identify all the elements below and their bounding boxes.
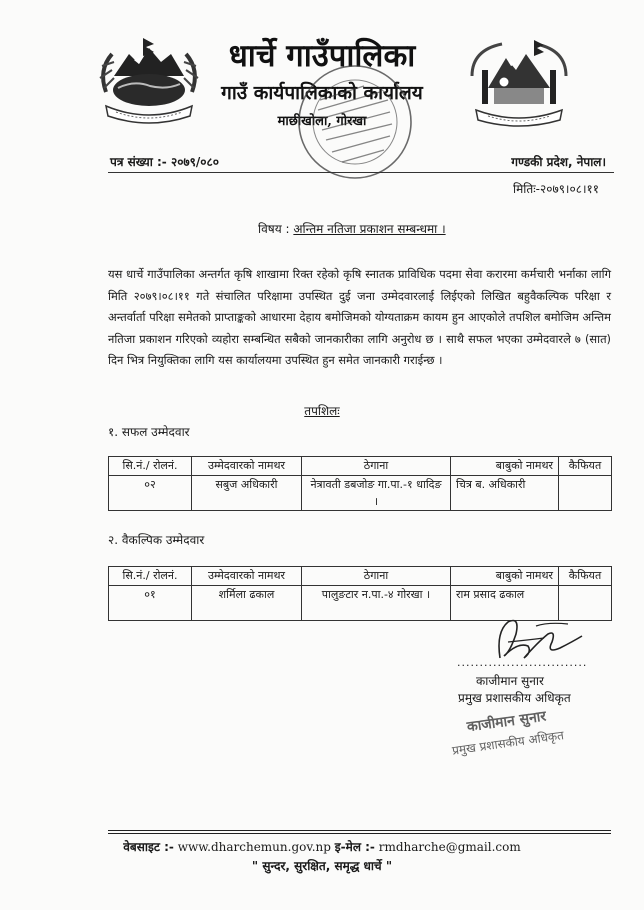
email-label: इ-मेल :- [334,840,375,854]
cell-address: नेत्रावती डबजोङ गा.पा.-१ धादिङ । [302,476,451,511]
letter-number: पत्र संख्या :- २०७९/०८० [110,155,220,169]
footer-contact [0,838,644,855]
cell-name: शर्मिला ढकाल [192,586,302,621]
cell-roll: ०१ [109,586,192,621]
col-name-header: उम्मेदवारको नामथर [192,457,302,476]
col-father-header: बाबुको नामथर [451,567,559,586]
signatory-title: प्रमुख प्रशासकीय अधिकृत [458,691,571,705]
subject-line [258,220,446,237]
cell-roll: ०२ [109,476,192,511]
col-father-header: बाबुको नामथर [451,457,559,476]
office-name: धार्चे गाउँपालिका [228,38,416,74]
office-subtitle: गाउँ कार्यपालिकाको कार्यालय [221,82,423,104]
office-round-stamp [292,60,418,180]
col-name-header: उम्मेदवारको नामथर [192,567,302,586]
col-roll-header: सि.नं./ रोलनं. [109,457,192,476]
col-address-header: ठेगाना [302,457,451,476]
footer-divider-thin [108,833,611,834]
cell-father: राम प्रसाद ढकाल [451,586,559,621]
cell-address: पालुङटार न.पा.-४ गोरखा । [302,586,451,621]
signatory-name: काजीमान सुनार [476,674,544,688]
footer-slogan: " सुन्दर, सुरक्षित, समृद्ध धार्चे " [251,859,393,873]
subject-text: अन्तिम नतिजा प्रकाशन सम्बन्धमा । [293,222,446,236]
office-location: माछीखोला, गोरखा [277,114,367,129]
successful-candidate-table [108,456,612,511]
seal-name: काजीमान सुनार [466,708,548,736]
body-paragraph: यस धार्चे गाउँपालिका अन्तर्गत कृषि शाखामा रिक्त रहेको कृषि स्नातक प्राविधिक पदमा सेवा करारमा कर्मचारी भर्नाका लागि मिति २०७९।०८।११ गते संचालित परिक्षामा उपस्थित दुई जना उम्मेदवारलाई लिईएको लिखित बहुवैकल्पिक परिक्षा र अन्तर्वार्ता परिक्षा समेतको प्राप्ताङ्कको आधारमा देहाय बमोजिमको योग्यताक्रम कायम हुन आएकोले तपशिल बमोजिम अन्तिम नतिजा प्रकाशन गरिएको व्यहोरा सम्बन्धित सबैको जानकारीका लागि अनुरोध छ । साथै सफल भएका उम्मेदवारले ७ (सात) दिन भित्र नियुक्तिका लागि यस कार्यालयमा उपस्थित हुन समेत जानकारी गराईन्छ । [108,267,611,367]
col-remark-header: कैफियत [559,567,612,586]
section-heading-alternate: २. वैकल्पिक उम्मेदवार [108,533,205,547]
subject-label: विषय : [258,222,290,236]
letter-date: मितिः-२०७९।०८।११ [512,182,599,196]
table-header-row [109,457,612,476]
col-remark-header: कैफियत [559,457,612,476]
table-header-row [109,567,612,586]
section-heading-successful: १. सफल उम्मेदवार [108,425,190,439]
table-row [109,476,612,511]
website-link[interactable]: www.dharchemun.gov.np [177,840,331,854]
website-label: वेबसाइट :- [123,840,174,854]
col-roll-header: सि.नं./ रोलनं. [109,567,192,586]
header-divider [108,172,614,173]
footer-divider [108,830,611,831]
tapshil-heading: तपशिलः [304,404,340,418]
email-link[interactable]: rmdharche@gmail.com [378,840,521,854]
signature-line: ............................. [457,656,588,669]
col-address-header: ठेगाना [302,567,451,586]
cell-father: चित्र ब. अधिकारी [451,476,559,511]
cell-remark [559,476,612,511]
province-address: गण्डकी प्रदेश, नेपाल। [511,155,606,169]
seal-title: प्रमुख प्रशासकीय अधिकृत [451,728,565,758]
cell-name: सबुज अधिकारी [192,476,302,511]
